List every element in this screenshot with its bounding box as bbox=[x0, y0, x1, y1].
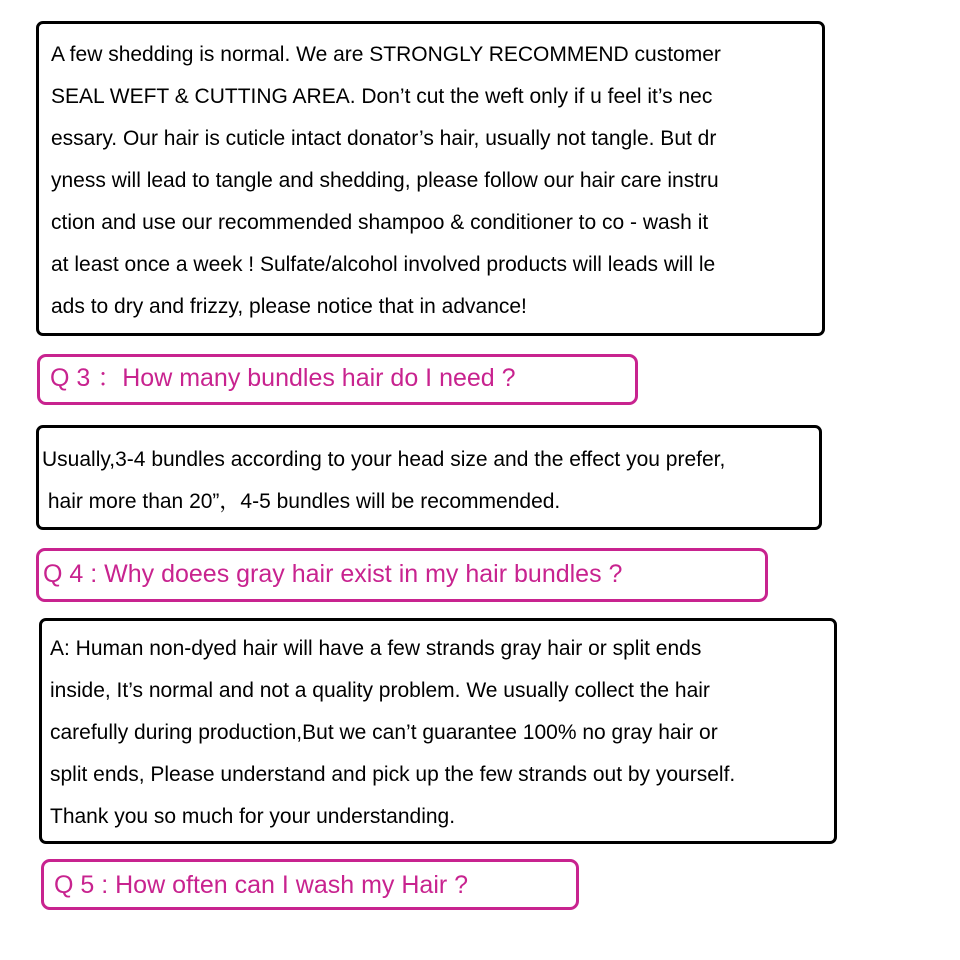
question-text-q3: Q 3 ：How many bundles hair do I need ? bbox=[50, 364, 516, 392]
answer-line: Usually,3-4 bundles according to your head size and the effect you prefer, bbox=[42, 448, 726, 471]
question-box-q5 bbox=[41, 859, 579, 910]
answer-line: essary. Our hair is cuticle intact donator’s hair, usually not tangle. But dr bbox=[51, 127, 717, 150]
answer-box-gray-hair bbox=[39, 618, 837, 844]
question-box-q3 bbox=[37, 354, 638, 405]
answer-line: carefully during production,But we can’t guarantee 100% no gray hair or bbox=[50, 721, 718, 744]
answer-line: ads to dry and frizzy, please notice that in advance! bbox=[51, 295, 527, 318]
answer-line: A: Human non-dyed hair will have a few strands gray hair or split ends bbox=[50, 637, 702, 660]
answer-line: A few shedding is normal. We are STRONGLY RECOMMEND customer bbox=[51, 43, 721, 66]
answer-line: Thank you so much for your understanding. bbox=[50, 805, 456, 828]
answer-line: hair more than 20”，4-5 bundles will be recommended. bbox=[42, 490, 561, 513]
answer-box-bundles bbox=[36, 425, 822, 530]
answer-line: split ends, Please understand and pick up the few strands out by yourself. bbox=[50, 763, 736, 786]
answer-box-shedding bbox=[36, 21, 825, 336]
answer-line: ction and use our recommended shampoo & conditioner to co - wash it bbox=[51, 211, 709, 234]
answer-line: SEAL WEFT & CUTTING AREA. Don’t cut the weft only if u feel it’s nec bbox=[51, 85, 713, 108]
answer-line: yness will lead to tangle and shedding, please follow our hair care instru bbox=[51, 169, 719, 192]
answer-line: at least once a week ! Sulfate/alcohol involved products will leads will le bbox=[51, 253, 716, 276]
question-text-q4: Q 4 : Why doees gray hair exist in my hair bundles ? bbox=[43, 560, 623, 588]
answer-line: inside, It’s normal and not a quality problem. We usually collect the hair bbox=[50, 679, 710, 702]
question-text-q5: Q 5 : How often can I wash my Hair ? bbox=[54, 871, 469, 899]
question-box-q4 bbox=[36, 548, 768, 602]
